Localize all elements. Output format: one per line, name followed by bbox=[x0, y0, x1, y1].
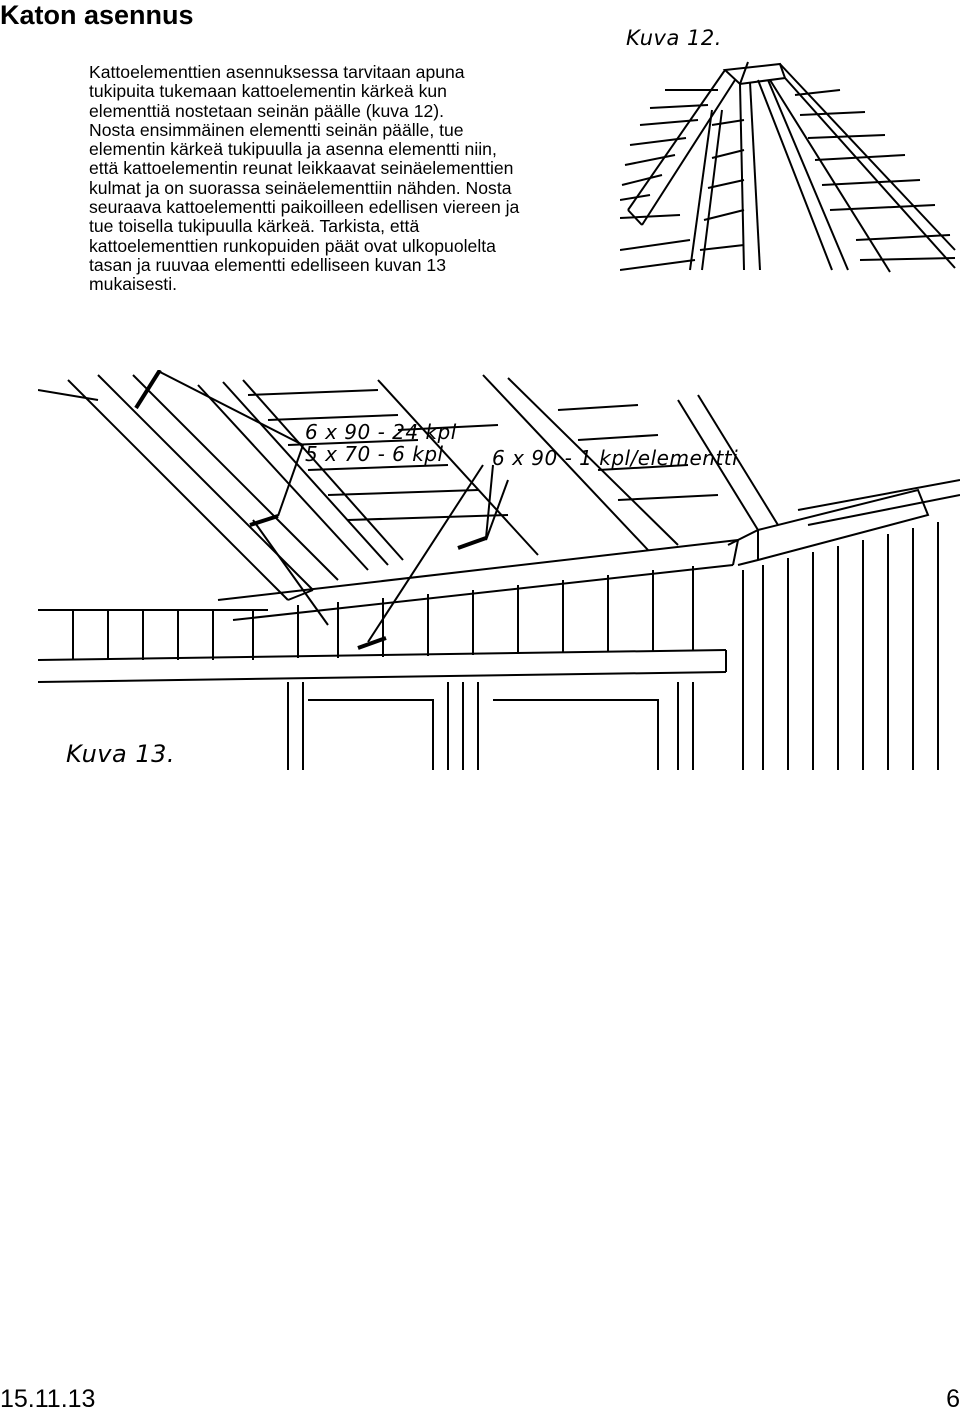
paragraph-line: tasan ja ruuvaa elementti edelliseen kuvan 13 bbox=[89, 254, 446, 275]
paragraph-line: että kattoelementin reunat leikkaavat seinäelementtien bbox=[89, 158, 514, 179]
figure-12-caption: Kuva 12. bbox=[626, 26, 722, 50]
page-number: 6 bbox=[946, 1385, 960, 1413]
figure-12-roof-drawing bbox=[620, 50, 960, 278]
paragraph-line: elementtiä nostetaan seinän päälle (kuva 12). bbox=[89, 100, 445, 121]
page-title: Katon asennus bbox=[0, 0, 194, 30]
paragraph-line: elementin kärkeä tukipuulla ja asenna elementti niin, bbox=[89, 139, 497, 160]
figure-13-joint-drawing bbox=[38, 370, 960, 775]
footer-date: 15.11.13 bbox=[0, 1385, 96, 1413]
paragraph-line: tue toisella tukipuulla kärkeä. Tarkista, että bbox=[89, 216, 420, 237]
screw-spec-label: 5 x 70 - 6 kpl bbox=[305, 442, 444, 466]
instructions-paragraph bbox=[89, 63, 599, 295]
paragraph-line: Nosta ensimmäinen elementti seinän päälle, tue bbox=[89, 119, 464, 140]
screw-spec-label: 6 x 90 - 24 kpl bbox=[305, 420, 457, 444]
screw-spec-label: 6 x 90 - 1 kpl/elementti bbox=[492, 446, 739, 470]
figure-13-caption: Kuva 13. bbox=[66, 740, 176, 768]
paragraph-line: Kattoelementtien asennuksessa tarvitaan apuna bbox=[89, 62, 465, 82]
paragraph-line: seuraava kattoelementti paikoilleen edellisen viereen ja bbox=[89, 197, 520, 218]
paragraph-line: mukaisesti. bbox=[89, 274, 177, 295]
paragraph-line: kulmat ja on suorassa seinäelementtiin nähden. Nosta bbox=[89, 177, 512, 198]
paragraph-line: tukipuita tukemaan kattoelementin kärkeä kun bbox=[89, 81, 447, 102]
paragraph-line: kattoelementtien runkopuiden päät ovat ulkopuolelta bbox=[89, 235, 496, 256]
